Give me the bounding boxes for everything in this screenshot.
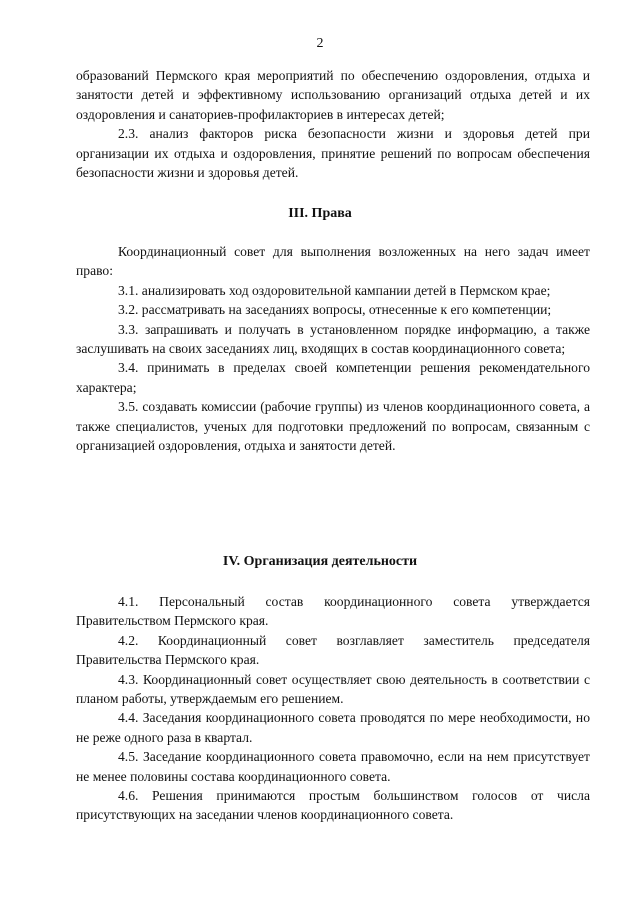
paragraph: 4.6. Решения принимаются простым большинством голосов от числа присутствующих на заседании членов координационного совета. (76, 788, 590, 823)
paragraph: 3.2. рассматривать на заседаниях вопросы, отнесенные к его компетенции; (118, 302, 552, 318)
paragraph: 4.4. Заседания координационного совета проводятся по мере необходимости, но не реже одного раза в квартал. (76, 710, 590, 745)
paragraph: 4.3. Координационный совет осуществляет свою деятельность в соответствии с планом работы, утверждаемым его решением. (76, 671, 590, 707)
paragraph: 3.1. анализировать ход оздоровительной кампании детей в Пермском крае; (118, 282, 551, 298)
paragraph: 4.2. Координационный совет возглавляет заместитель председателя Правительства Пермского края. (76, 632, 590, 668)
paragraph: образований Пермского края мероприятий по обеспечению оздоровления, отдыха и занятости детей и эффективному использованию организаций отдыха детей и их оздоровления и санаториев-профилакториев в интересах детей; (76, 68, 590, 122)
paragraph: 3.4. принимать в пределах своей компетенции решения рекомендательного характера; (76, 360, 590, 395)
page-number: 2 (316, 36, 324, 51)
paragraph: Координационный совет для выполнения возложенных на него задач имеет право: (76, 244, 590, 279)
intro-block (76, 66, 590, 182)
section-4-title: IV. Организация деятельности (222, 554, 418, 569)
paragraph: 3.3. запрашивать и получать в установленном порядке информацию, а также заслушивать на своих заседаниях лиц, входящих в состав координационного совета; (76, 321, 590, 357)
paragraph: 2.3. анализ факторов риска безопасности жизни и здоровья детей при организации их отдыха и оздоровления, принятие решений по вопросам обеспечения безопасности жизни и здоровья детей. (76, 126, 590, 181)
paragraph: 4.5. Заседание координационного совета правомочно, если на нем присутствует не менее половины состава координационного совета. (76, 749, 590, 784)
section-4-body (76, 592, 590, 825)
section-3-body (76, 242, 590, 455)
paragraph: 3.5. создавать комиссии (рабочие группы) из членов координационного совета, а также специалистов, ученых для подготовки предложений по вопросам, связанным с организацией оздоровления, отдыха и занятости детей. (76, 399, 590, 454)
section-3-title: III. Права (288, 206, 352, 221)
paragraph: 4.1. Персональный состав координационного совета утверждается Правительством Пермского края. (76, 594, 590, 629)
